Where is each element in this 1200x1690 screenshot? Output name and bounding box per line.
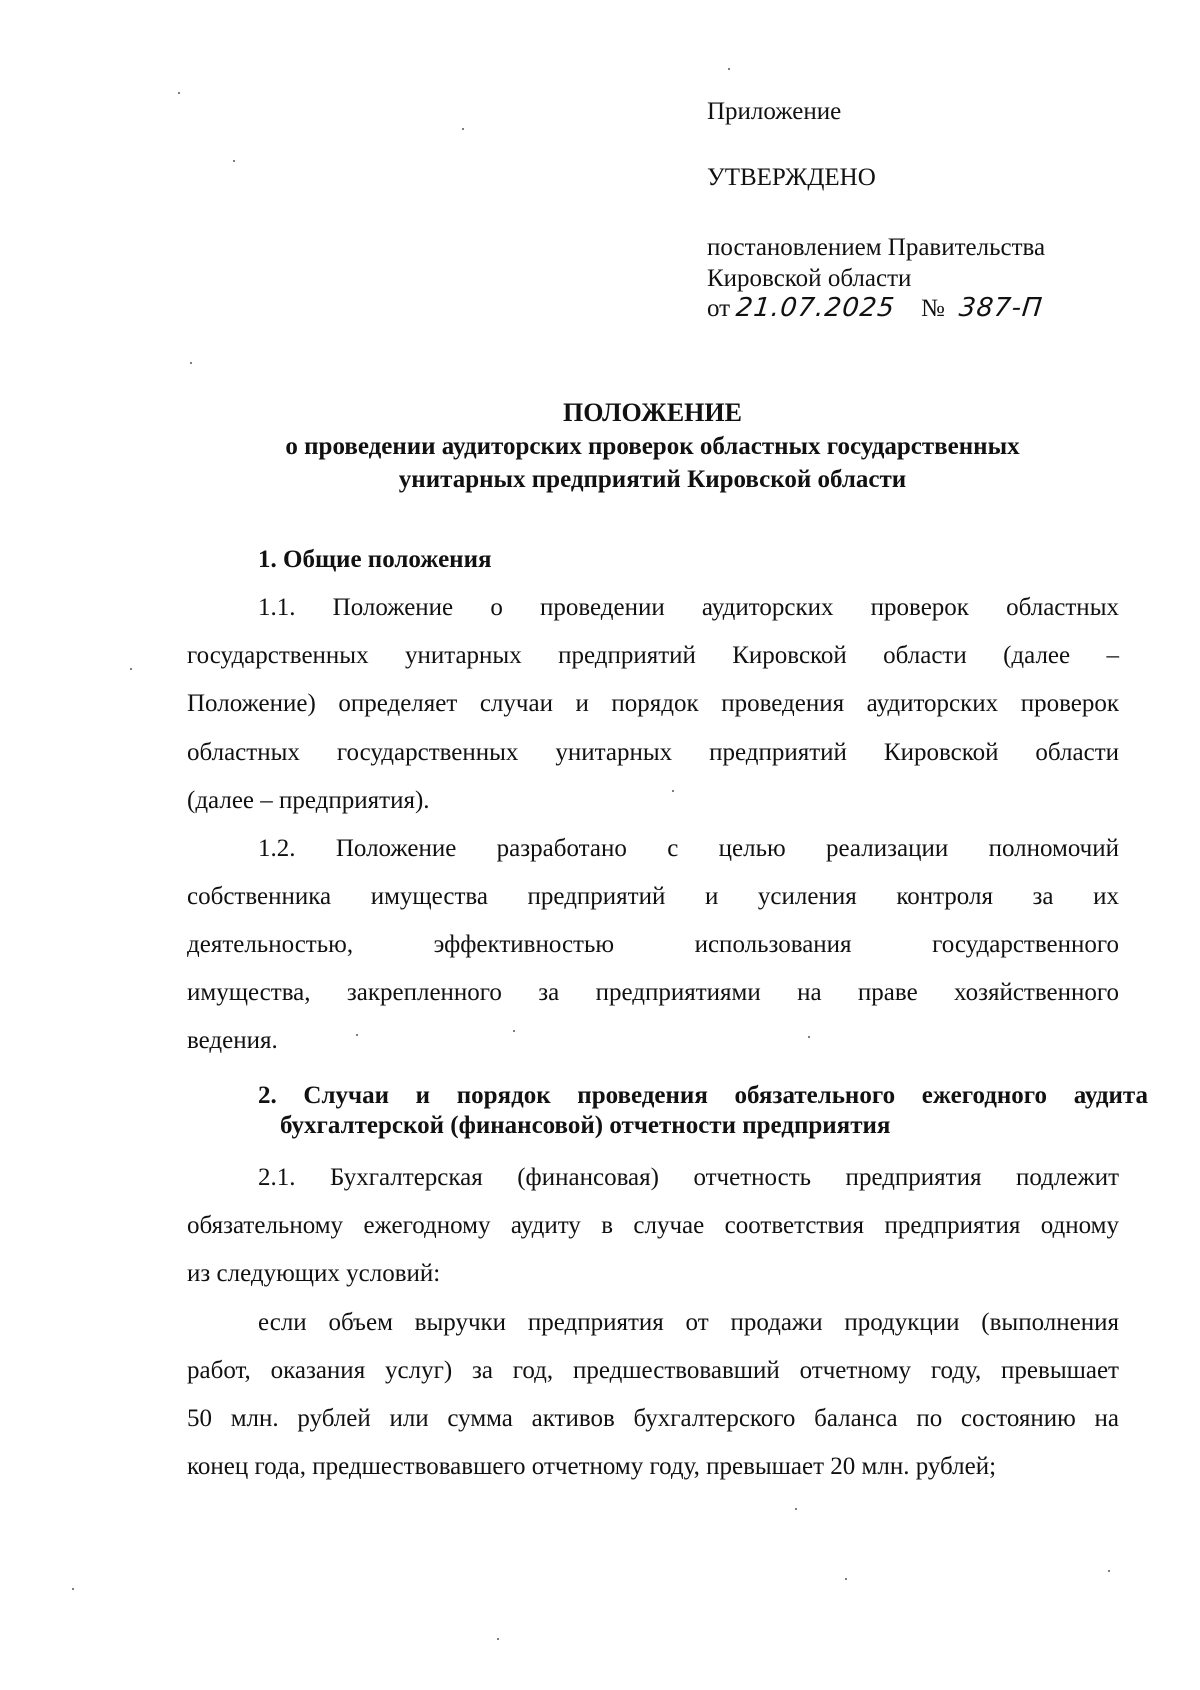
paragraph-2-1-line: обязательному ежегодному аудиту в случае соответствия предприятия одному [187, 1212, 1119, 1239]
section-2-heading-line-1: 2. Случаи и порядок проведения обязательного ежегодного аудита [258, 1082, 1148, 1109]
resolution-date-line [707, 293, 1045, 323]
scan-speck [178, 92, 180, 94]
scan-speck [190, 362, 192, 364]
scan-speck [233, 160, 235, 162]
date-prefix: от [707, 295, 731, 322]
document-subtitle-line-1: о проведении аудиторских проверок областных государственных [285, 433, 1020, 460]
approved-label: УТВЕРЖДЕНО [707, 164, 876, 191]
document-subtitle-line-2: унитарных предприятий Кировской области [398, 466, 907, 493]
section-1-heading: 1. Общие положения [258, 546, 492, 573]
paragraph-1-2-line: деятельностью, эффективностью использования государственного [187, 931, 1119, 958]
document-title: ПОЛОЖЕНИЕ [563, 398, 742, 427]
paragraph-2-1-line: 2.1. Бухгалтерская (финансовая) отчетность предприятия подлежит [258, 1164, 1119, 1191]
scan-speck [130, 668, 132, 670]
paragraph-1-2-line: собственника имущества предприятий и усиления контроля за их [187, 883, 1119, 910]
section-2-heading-line-2: бухгалтерской (финансовой) отчетности предприятия [280, 1112, 891, 1139]
paragraph-1-2-line: имущества, закрепленного за предприятиями на праве хозяйственного [187, 979, 1119, 1006]
scan-speck [845, 1578, 847, 1580]
scan-speck [808, 1036, 810, 1038]
scan-speck [462, 128, 464, 130]
appendix-label: Приложение [707, 98, 842, 125]
paragraph-1-1-line: 1.1. Положение о проведении аудиторских проверок областных [258, 594, 1119, 621]
scan-speck [728, 68, 730, 70]
condition-paragraph-line: работ, оказания услуг) за год, предшествовавший отчетному году, превышает [187, 1357, 1119, 1384]
paragraph-1-1-line: государственных унитарных предприятий Кировской области (далее – [187, 642, 1119, 669]
number-sign: № [920, 295, 945, 322]
condition-paragraph-line: конец года, предшествовавшего отчетному году, превышает 20 млн. рублей; [187, 1453, 997, 1480]
handwritten-number: 387-П [957, 293, 1045, 323]
paragraph-1-1-line: (далее – предприятия). [187, 787, 430, 814]
condition-paragraph-line: 50 млн. рублей или сумма активов бухгалтерского баланса по состоянию на [187, 1405, 1119, 1432]
paragraph-1-1-line: областных государственных унитарных предприятий Кировской области [187, 739, 1119, 766]
paragraph-1-2-line: ведения. [187, 1027, 278, 1054]
scan-speck [356, 1034, 358, 1036]
resolution-line-1: постановлением Правительства [707, 234, 1046, 261]
paragraph-2-1-line: из следующих условий: [187, 1260, 441, 1287]
scan-speck [795, 1508, 797, 1510]
resolution-line-2: Кировской области [707, 265, 912, 292]
scan-speck [497, 1638, 499, 1640]
scan-speck [72, 1588, 74, 1590]
scan-speck [672, 790, 674, 792]
condition-paragraph-line: если объем выручки предприятия от продажи продукции (выполнения [258, 1309, 1119, 1336]
paragraph-1-1-line: Положение) определяет случаи и порядок проведения аудиторских проверок [187, 690, 1119, 717]
paragraph-1-2-line: 1.2. Положение разработано с целью реализации полномочий [258, 835, 1119, 862]
scan-speck [513, 1030, 515, 1032]
handwritten-date: 21.07.2025 [734, 293, 897, 323]
scan-speck [1108, 1570, 1110, 1572]
